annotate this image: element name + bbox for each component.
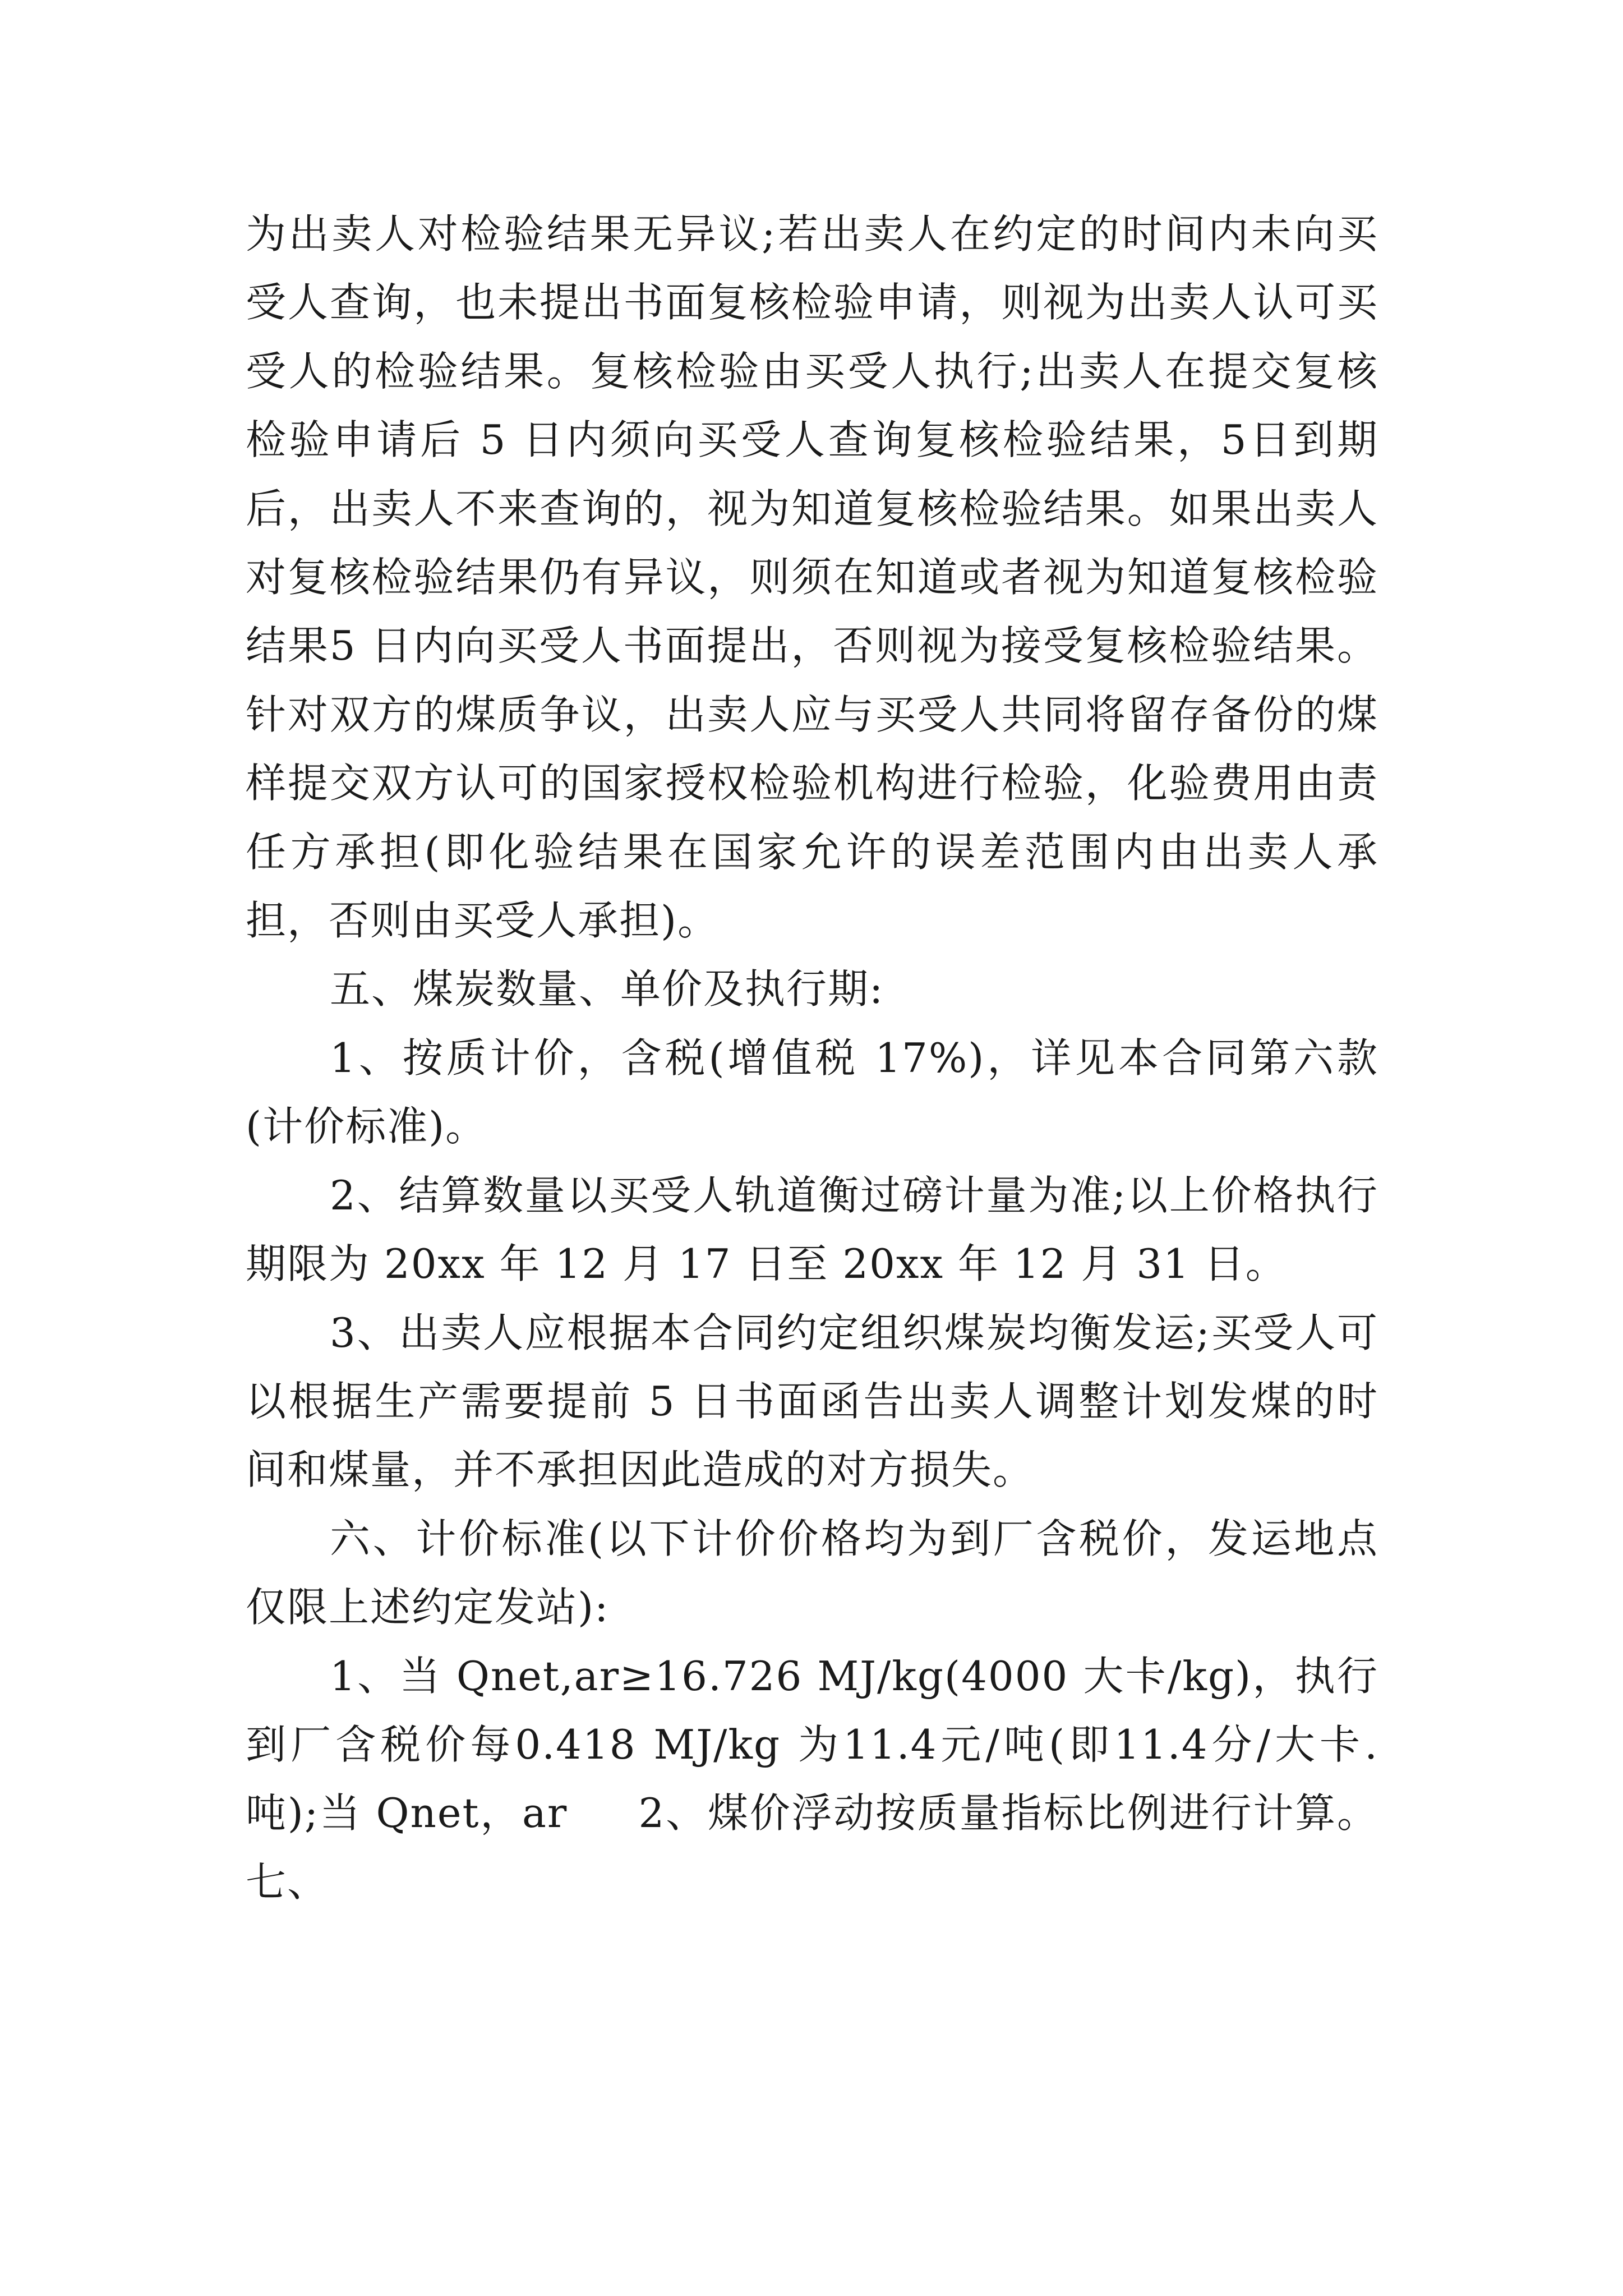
clause-shipment-schedule: 3、出卖人应根据本合同约定组织煤炭均衡发运;买受人可以根据生产需要提前 5 日书面函告出卖人调整计划发煤的时间和煤量，并不承担因此造成的对方损失。	[246, 1309, 1378, 1494]
document-body	[246, 200, 1378, 1916]
clause-pricing-by-quality: 1、按质计价，含税(增值税 17%)，详见本合同第六款(计价标准)。	[246, 1034, 1378, 1151]
clause-calorific-pricing: 1、当 Qnet,ar≥16.726 MJ/kg(4000 大卡/kg)，执行到厂含税价每0.418 MJ/kg 为11.4元/吨(即11.4分/大卡.吨);当 Qnet，ar 2、煤价浮动按质量指标比例进行计算。七、	[246, 1652, 1378, 1906]
section-heading-quantity-price: 五、煤炭数量、单价及执行期:	[330, 965, 884, 1013]
paragraph-inspection-dispute: 为出卖人对检验结果无异议;若出卖人在约定的时间内未向买受人查询，也未提出书面复核检验申请，则视为出卖人认可买受人的检验结果。复核检验由买受人执行;出卖人在提交复核检验申请后 5 日内须向买受人查询复核检验结果，5日到期后，出卖人不来查询的，视为知道复核检验结果。如果出卖人对复核检验结果仍有异议，则须在知道或者视为知道复核检验结果5 日内向买受人书面提出，否则视为接受复核检验结果。针对双方的煤质争议，出卖人应与买受人共同将留存备份的煤样提交双方认可的国家授权检验机构进行检验，化验费用由责任方承担(即化验结果在国家允许的误差范围内由出卖人承担，否则由买受人承担)。	[246, 210, 1378, 945]
clause-settlement-quantity: 2、结算数量以买受人轨道衡过磅计量为准;以上价格执行期限为 20xx 年 12 月 17 日至 20xx 年 12 月 31 日。	[246, 1171, 1378, 1288]
section-heading-pricing-standard: 六、计价标准(以下计价价格均为到厂含税价，发运地点仅限上述约定发站):	[246, 1515, 1378, 1631]
